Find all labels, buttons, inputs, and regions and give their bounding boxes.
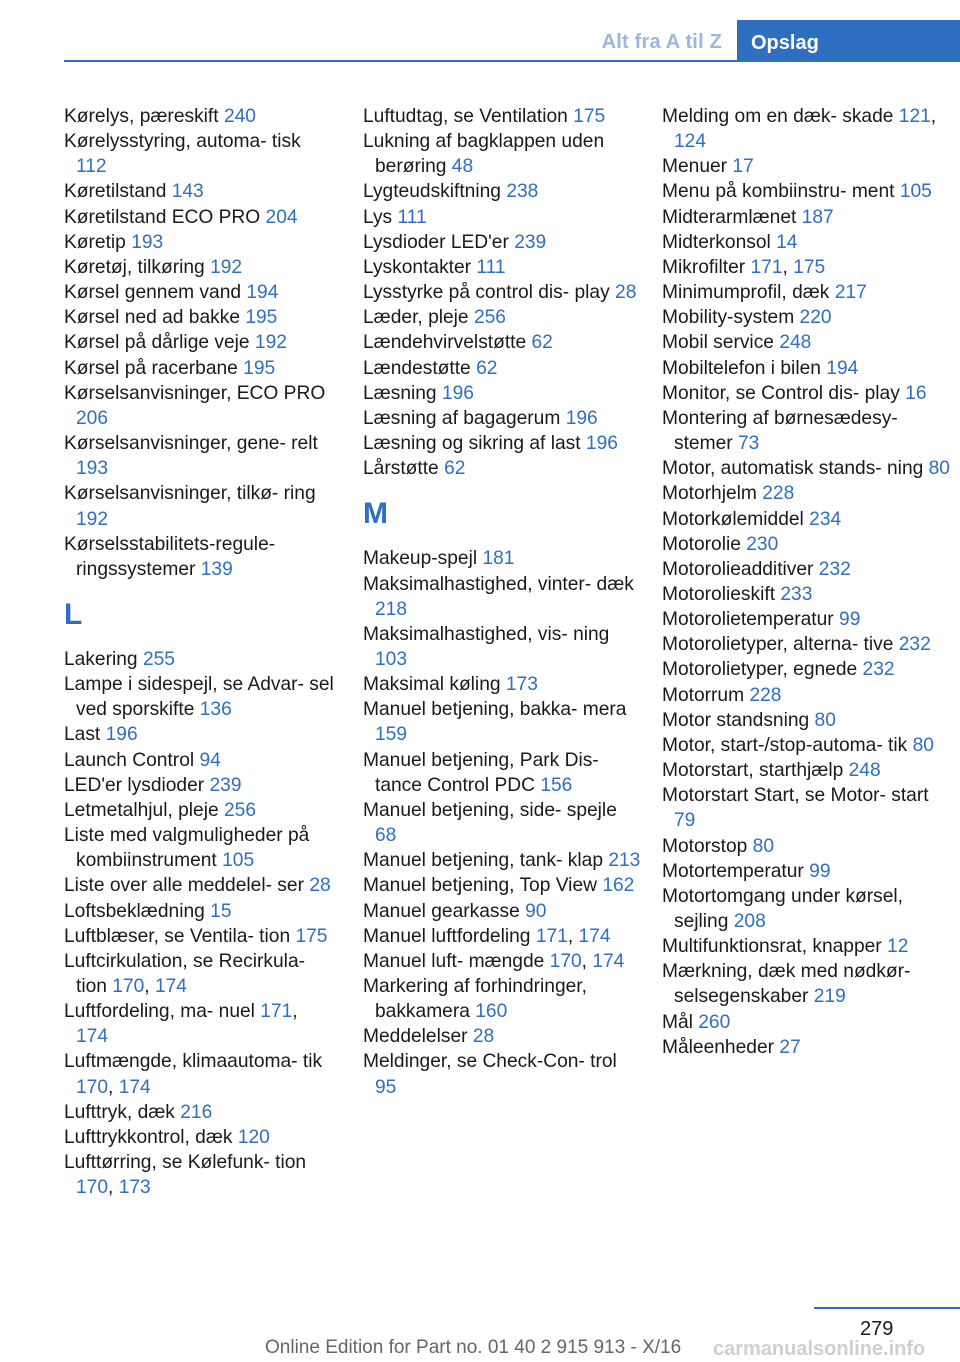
index-entry (64, 823, 334, 873)
entry-term: Monitor, se Control dis‐ play (662, 382, 900, 404)
page-link[interactable]: 213 (608, 850, 641, 872)
index-entry (363, 406, 643, 431)
page-link[interactable]: 255 (142, 648, 175, 670)
page-link[interactable]: 62 (476, 357, 498, 379)
entry-term: Lændestøtte (363, 357, 471, 379)
entry-term: Lufttryk, dæk (64, 1101, 175, 1123)
page-link[interactable]: 194 (246, 282, 279, 304)
page-link[interactable]: 95 (375, 1076, 397, 1098)
index-column-3 (662, 104, 952, 1060)
entry-term: Motor standsning (662, 709, 810, 731)
edition-note: Online Edition for Part no. 01 40 2 915 913 - X/16 (265, 1337, 682, 1358)
entry-term: Menu på kombiinstru‐ ment (662, 181, 895, 203)
page-link[interactable]: 256 (224, 799, 257, 821)
entry-term: Motor, automatisk stands‐ ning (662, 458, 924, 480)
entry-term: Mål (662, 1011, 693, 1033)
page-link[interactable]: 230 (746, 533, 779, 555)
page-link[interactable]: 17 (732, 156, 754, 178)
index-entry: Manuel luftfordeling 171, 174 (363, 925, 611, 947)
index-entry (662, 859, 952, 884)
index-entry (662, 607, 952, 632)
page-link[interactable]: 217 (834, 282, 867, 304)
entry-term: Last (64, 724, 101, 746)
index-entry (64, 205, 334, 230)
page-link[interactable]: 62 (531, 332, 553, 354)
index-entry (64, 773, 334, 798)
page-link[interactable]: 260 (698, 1011, 731, 1033)
page-link[interactable]: 234 (809, 508, 842, 530)
entry-term: Maksimal køling (363, 674, 501, 696)
entry-term: Motorrum (662, 684, 745, 706)
entry-term: Motorhjelm (662, 483, 757, 505)
page-link[interactable]: 62 (444, 458, 466, 480)
page-link[interactable]: 15 (210, 900, 232, 922)
page-link[interactable]: 195 (243, 357, 276, 379)
entry-term: Lyskontakter (363, 256, 472, 278)
entry-term: Kørselsstabilitets-regule‐ ringssystemer (64, 533, 276, 580)
index-entry (662, 230, 952, 255)
page-link[interactable]: 256 (473, 307, 506, 329)
index-entry (662, 356, 952, 381)
page-link[interactable]: 232 (818, 558, 851, 580)
index-entry (64, 672, 334, 722)
page-link[interactable]: 170 (76, 1177, 109, 1199)
page-link[interactable]: 159 (375, 724, 408, 746)
entry-term: Manuel betjening, Top View (363, 875, 597, 897)
index-entry (662, 305, 952, 330)
entry-term: Læsning og sikring af last (363, 433, 581, 455)
index-entry (363, 230, 643, 255)
entry-term: Lampe i sidespejl, se Advar‐ sel ved sporskifte (64, 674, 334, 721)
page-link[interactable]: 174 (118, 1076, 151, 1098)
index-entry (64, 873, 334, 898)
page-link[interactable]: 27 (779, 1036, 801, 1058)
page-link[interactable]: 206 (76, 407, 109, 429)
entry-term: Kørselsanvisninger, tilkø‐ ring (64, 483, 316, 505)
page-link[interactable]: 14 (776, 231, 798, 253)
index-entry (662, 280, 952, 305)
entry-term: Menuer (662, 156, 728, 178)
entry-term: Motorstop (662, 835, 748, 857)
index-entry (363, 280, 643, 305)
entry-term: Motortemperatur (662, 860, 804, 882)
entry-term: Lufttørring, se Kølefunk‐ tion (64, 1152, 307, 1174)
index-entry (363, 697, 643, 747)
index-entry (363, 205, 643, 230)
page-link[interactable]: 216 (180, 1101, 213, 1123)
index-entry (363, 431, 643, 456)
page-link[interactable]: 28 (472, 1026, 495, 1048)
entry-term: Lysstyrke på control dis‐ play (363, 282, 610, 304)
entry-term: Motorolieskift (662, 583, 776, 605)
page-link[interactable]: 187 (801, 206, 834, 228)
entry-term: Lændehvirvelstøtte (363, 332, 527, 354)
page-link[interactable]: 80 (814, 709, 836, 731)
index-entry (662, 1010, 952, 1035)
page-link[interactable]: 228 (749, 684, 782, 706)
entry-term: Kørelysstyring, automa‐ tisk (64, 131, 301, 153)
entry-term: Motortomgang under kørsel, sejling (662, 885, 904, 932)
entry-term: Montering af børnesædesy‐ stemer (662, 407, 898, 455)
page-link[interactable]: 143 (171, 181, 204, 203)
index-entry: Luftcirkulation, se Recirkula‐ tion 170, 174 (64, 950, 306, 997)
page-link[interactable]: 218 (375, 598, 408, 620)
page-link[interactable]: 174 (578, 925, 611, 947)
entry-term: Makeup-spejl (363, 548, 478, 570)
entry-term: Luftcirkulation, se Recirkula‐ tion (64, 950, 306, 997)
entry-term: Motorstart Start, se Motor‐ start (662, 785, 929, 807)
index-column-1 (64, 104, 334, 1200)
page-link[interactable]: 196 (441, 382, 474, 404)
page-link[interactable]: 196 (105, 724, 138, 746)
index-entry (64, 129, 334, 179)
index-entry (662, 959, 952, 1009)
entry-term: Maksimalhastighed, vinter‐ dæk (363, 573, 634, 595)
page-link[interactable]: 173 (505, 674, 538, 696)
entry-term: Manuel betjening, Park Dis‐ tance Control PDC (363, 749, 599, 796)
index-entry: Manuel luft‐ mængde 170, 174 (363, 950, 625, 972)
entry-term: Loftsbeklædning (64, 900, 205, 922)
index-entry (662, 179, 952, 204)
section-title: Alt fra A til Z (601, 31, 722, 53)
page-link[interactable]: 48 (451, 156, 474, 178)
entry-term: Lygteudskiftning (363, 181, 501, 203)
index-entry (662, 708, 952, 733)
entry-term: Lys (363, 206, 393, 228)
page-link[interactable]: 193 (76, 458, 109, 480)
page-link[interactable]: 181 (482, 548, 515, 570)
page-link[interactable]: 80 (928, 458, 950, 480)
index-entry (662, 632, 952, 657)
entry-term: Liste over alle meddelel‐ ser (64, 875, 304, 897)
page-link[interactable]: 99 (839, 609, 861, 631)
page-link[interactable]: 111 (476, 256, 506, 278)
page-link[interactable]: 170 (112, 976, 145, 997)
index-entry (662, 934, 952, 959)
entry-term: Motorkølemiddel (662, 508, 804, 530)
page-link[interactable]: 156 (540, 774, 573, 796)
index-entry (363, 305, 643, 330)
page-link[interactable]: 112 (76, 156, 107, 178)
page-link[interactable]: 90 (525, 900, 547, 922)
entry-term: Køretilstand ECO PRO (64, 206, 261, 228)
page-link[interactable]: 238 (506, 181, 539, 203)
entry-term: Mobiltelefon i bilen (662, 357, 821, 379)
entry-term: Køretilstand (64, 181, 167, 203)
index-entry: Mikrofilter 171, 175 (662, 256, 826, 278)
entry-term: Motorolie (662, 533, 741, 555)
entry-term: Maksimalhastighed, vis‐ ning (363, 623, 610, 645)
index-entry (64, 748, 334, 773)
index-entry: Luftfordeling, ma‐ nuel 171, 174 (64, 1001, 298, 1048)
page-link[interactable]: 28 (309, 875, 331, 897)
entry-term: Kørsel gennem vand (64, 282, 242, 304)
page-link[interactable]: 248 (779, 332, 812, 354)
index-entry (662, 205, 952, 230)
entry-term: Motor, start-/stop-automa‐ tik (662, 734, 908, 756)
page-link[interactable]: 174 (76, 1026, 109, 1048)
entry-term: Luftfordeling, ma‐ nuel (64, 1001, 255, 1023)
index-entry (662, 582, 952, 607)
page-link[interactable]: 192 (254, 332, 287, 354)
watermark-text: carmanualsonline.info (713, 1338, 926, 1360)
page-link[interactable]: 12 (887, 936, 909, 958)
index-entry (662, 330, 952, 355)
index-entry (662, 557, 952, 582)
index-entry (363, 179, 643, 204)
entry-term: Kørsel på racerbane (64, 357, 238, 379)
index-entry (64, 255, 334, 280)
index-entry (363, 255, 643, 280)
entry-term: Lårstøtte (363, 458, 439, 480)
index-entry: Melding om en dæk‐ skade 121, 124 (662, 106, 937, 153)
entry-term: Melding om en dæk‐ skade (662, 106, 894, 127)
index-entry (363, 104, 643, 129)
page-link[interactable]: 174 (592, 950, 625, 972)
entry-term: Kørselsanvisninger, ECO PRO (64, 382, 326, 404)
page-link[interactable]: 228 (762, 483, 795, 505)
page-number: 279 (860, 1318, 894, 1340)
entry-term: Motorolietyper, egnede (662, 659, 858, 681)
entry-term: Kørsel ned ad bakke (64, 307, 240, 329)
entry-term: Letmetalhjul, pleje (64, 799, 219, 821)
index-entry (64, 356, 334, 381)
page-link[interactable]: 192 (76, 508, 109, 530)
index-entry (363, 622, 643, 672)
index-entry (363, 848, 643, 873)
index-entry (363, 546, 643, 571)
page-link[interactable]: 162 (602, 875, 635, 897)
index-entry (363, 899, 643, 924)
index-entry (363, 798, 643, 848)
page-link[interactable]: 174 (154, 976, 187, 997)
page-link[interactable]: 220 (799, 307, 832, 329)
index-entry (363, 381, 643, 406)
index-entry (363, 1049, 643, 1099)
page-link[interactable]: 80 (912, 734, 934, 756)
index-entry (363, 748, 643, 798)
index-entry (363, 356, 643, 381)
index-letter-heading: M (363, 497, 388, 531)
index-entry (64, 305, 334, 330)
entry-term: Læsning af bagagerum (363, 407, 561, 429)
index-entry (662, 657, 952, 682)
index-entry (64, 230, 334, 255)
index-entry (363, 129, 643, 179)
entry-term: Markering af forhindringer, bakkamera (363, 976, 587, 1023)
page-link[interactable]: 175 (573, 106, 606, 127)
index-entry (363, 456, 643, 481)
index-entry (64, 647, 334, 672)
page-link[interactable]: 208 (733, 911, 766, 932)
page-link[interactable]: 171 (750, 256, 783, 278)
index-entry: Luftmængde, klimaautoma‐ tik 170, 174 (64, 1051, 323, 1098)
index-entry (662, 884, 952, 934)
index-entry (363, 330, 643, 355)
entry-term: Launch Control (64, 749, 195, 771)
index-entry (64, 330, 334, 355)
page-link[interactable]: 233 (780, 583, 813, 605)
entry-term: Manuel luftfordeling (363, 925, 531, 947)
page-link[interactable]: 80 (752, 835, 775, 857)
entry-term: Liste med valgmuligheder på kombiinstrument (64, 825, 310, 872)
entry-term: Måleenheder (662, 1036, 775, 1058)
page-link[interactable]: 170 (76, 1076, 109, 1098)
page-link[interactable]: 99 (809, 860, 831, 882)
entry-term: Læder, pleje (363, 307, 469, 329)
index-entry (662, 733, 952, 758)
index-entry (662, 456, 952, 481)
index-entry (64, 532, 334, 582)
section-tab[interactable]: Opslag (737, 20, 960, 62)
entry-term: Lysdioder LED'er (363, 231, 509, 253)
index-entry (662, 481, 952, 506)
entry-term: Lakering (64, 648, 138, 670)
footer-rule (814, 1307, 960, 1309)
entry-term: Luftmængde, klimaautoma‐ tik (64, 1051, 323, 1073)
page-link[interactable]: 124 (674, 131, 707, 153)
entry-term: Manuel gearkasse (363, 900, 520, 922)
page-link[interactable]: 16 (905, 382, 927, 404)
entry-term: Mærkning, dæk med nødkør‐ selsegenskaber (662, 961, 911, 1008)
index-entry (662, 834, 952, 859)
page-link[interactable]: 195 (245, 307, 278, 329)
index-entry (662, 783, 952, 833)
page-link[interactable]: 73 (737, 433, 760, 455)
entry-term: Motorolietemperatur (662, 609, 834, 631)
page-link[interactable]: 170 (549, 950, 582, 972)
entry-term: Luftudtag, se Ventilation (363, 106, 568, 127)
entry-term: Luftblæser, se Ventila‐ tion (64, 925, 291, 947)
index-letter-heading: L (64, 597, 83, 631)
index-entry (64, 1100, 334, 1125)
entry-term: Kørelys, pæreskift (64, 106, 219, 127)
index-entry (64, 104, 334, 129)
index-entry (662, 381, 952, 406)
entry-term: Mobility-system (662, 307, 795, 329)
page-link[interactable]: 121 (898, 106, 931, 127)
entry-term: Manuel betjening, tank‐ klap (363, 850, 603, 872)
entry-term: Kørselsanvisninger, gene‐ relt (64, 433, 318, 455)
page-link[interactable]: 175 (295, 925, 328, 947)
index-entry (363, 974, 643, 1024)
page-link[interactable]: 219 (813, 986, 846, 1008)
entry-term: Motorolietyper, alterna‐ tive (662, 634, 894, 656)
page-link[interactable]: 239 (209, 774, 242, 796)
index-entry (64, 280, 334, 305)
index-entry (64, 899, 334, 924)
index-entry (64, 381, 334, 431)
entry-term: LED'er lysdioder (64, 774, 205, 796)
page-link[interactable]: 28 (615, 282, 637, 304)
index-entry (64, 798, 334, 823)
page-link[interactable]: 194 (826, 357, 859, 379)
index-entry (662, 758, 952, 783)
index-entry (662, 507, 952, 532)
page-link[interactable]: 232 (862, 659, 895, 681)
entry-term: Kørsel på dårlige veje (64, 332, 250, 354)
index-column-2 (363, 104, 643, 1100)
index-entry: Lufttørring, se Kølefunk‐ tion 170, 173 (64, 1152, 307, 1199)
entry-term: Multifunktionsrat, knapper (662, 936, 882, 958)
entry-term: Minimumprofil, dæk (662, 282, 830, 304)
entry-term: Midterkonsol (662, 231, 771, 253)
entry-term: Mikrofilter (662, 256, 746, 278)
page-link[interactable]: 171 (260, 1001, 293, 1023)
page-link[interactable]: 79 (674, 810, 696, 832)
entry-term: Meddelelser (363, 1026, 468, 1048)
page-link[interactable]: 239 (514, 231, 547, 253)
page-link[interactable]: 192 (210, 256, 243, 278)
index-entry (64, 1125, 334, 1150)
entry-term: Motorstart, starthjælp (662, 760, 844, 782)
entry-term: Køretøj, tilkøring (64, 256, 205, 278)
page-link[interactable]: 240 (223, 106, 256, 127)
entry-term: Meldinger, se Check-Con‐ trol (363, 1051, 617, 1073)
index-entry (662, 406, 952, 456)
index-entry (363, 572, 643, 622)
page-link[interactable]: 173 (118, 1177, 151, 1199)
index-entry (64, 431, 334, 481)
index-entry (662, 532, 952, 557)
page-link[interactable]: 139 (200, 558, 233, 580)
page-link[interactable]: 248 (848, 760, 881, 782)
page-link[interactable]: 160 (475, 1001, 508, 1023)
entry-term: Manuel betjening, bakka‐ mera (363, 699, 627, 721)
index-entry (64, 179, 334, 204)
entry-term: Køretip (64, 231, 126, 253)
page-link[interactable]: 120 (237, 1126, 270, 1148)
entry-term: Manuel betjening, side‐ spejle (363, 799, 617, 821)
page-link[interactable]: 68 (375, 825, 397, 847)
page-link[interactable]: 105 (899, 181, 932, 203)
index-entry (363, 672, 643, 697)
page-link[interactable]: 204 (265, 206, 298, 228)
page-link[interactable]: 136 (199, 699, 232, 721)
page-link[interactable]: 196 (565, 407, 598, 429)
index-entry (662, 1035, 952, 1060)
entry-term: Lufttrykkontrol, dæk (64, 1126, 233, 1148)
index-entry (662, 683, 952, 708)
page-link[interactable]: 175 (793, 256, 826, 278)
page-link[interactable]: 193 (131, 231, 164, 253)
index-entry (363, 873, 643, 898)
entry-term: Midterarmlænet (662, 206, 797, 228)
page-link[interactable]: 111 (397, 206, 427, 228)
page-link[interactable]: 196 (585, 433, 618, 455)
entry-term: Manuel luft‐ mængde (363, 950, 545, 972)
index-entry (363, 1024, 643, 1049)
index-entry (64, 481, 334, 531)
page-link[interactable]: 103 (375, 648, 408, 670)
index-entry (662, 154, 952, 179)
page-link[interactable]: 105 (222, 850, 255, 872)
entry-term: Læsning (363, 382, 437, 404)
entry-term: Motorolieadditiver (662, 558, 814, 580)
index-entry (64, 722, 334, 747)
page-link[interactable]: 232 (898, 634, 931, 656)
entry-term: Mobil service (662, 332, 774, 354)
page-link[interactable]: 171 (535, 925, 568, 947)
entry-term: Lukning af bagklappen uden berøring (363, 131, 605, 178)
index-entry (64, 924, 334, 949)
page-link[interactable]: 94 (199, 749, 221, 771)
